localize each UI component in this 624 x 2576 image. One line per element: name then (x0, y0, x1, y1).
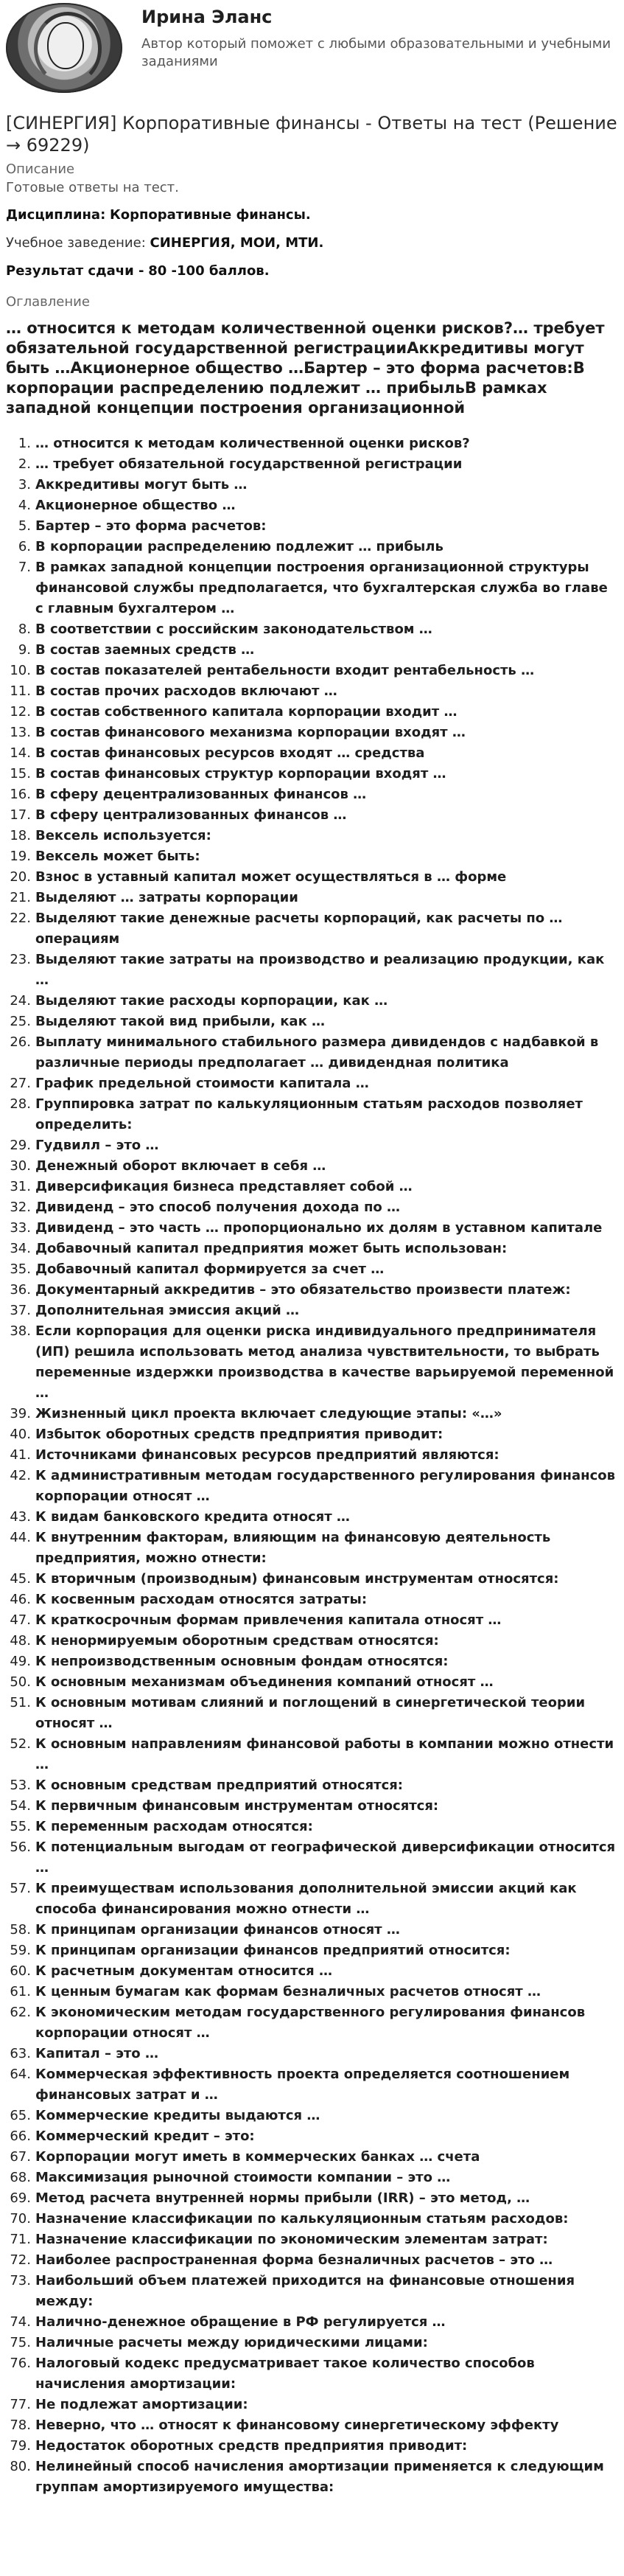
toc-item-number: 32. (10, 1200, 31, 1215)
toc-item[interactable] (0, 846, 624, 867)
toc-item-number: 39. (10, 1406, 31, 1421)
toc-item-text: Наибольший объем платежей приходится на финансовые отношения между: (35, 2273, 575, 2309)
toc-item-number: 16. (10, 787, 31, 802)
toc-item-text: Назначение классификации по калькуляционным статьям расходов: (35, 2211, 569, 2227)
toc-item-number: 21. (10, 890, 31, 905)
author-description: Автор который поможет с любыми образовательными и учебными заданиями (141, 36, 611, 69)
toc-item-text: Бартер – это форма расчетов: (35, 518, 267, 534)
toc-item[interactable] (0, 950, 624, 991)
toc-item-number: 52. (10, 1736, 31, 1752)
toc-item-number: 14. (10, 745, 31, 761)
toc-item-number: 71. (10, 2232, 31, 2247)
toc-item-text: Дополнительная эмиссия акций … (35, 1303, 300, 1318)
toc-item-text: К основным средствам предприятий относятся: (35, 1778, 403, 1793)
toc-item-text: Добавочный капитал формируется за счет … (35, 1261, 385, 1277)
institution-value: СИНЕРГИЯ, МОИ, МТИ. (150, 235, 324, 251)
toc-item-number: 64. (10, 2067, 31, 2082)
toc-item[interactable] (0, 826, 624, 846)
toc-item-number: 6. (18, 539, 31, 554)
toc-item[interactable] (0, 888, 624, 908)
toc-item-number: 46. (10, 1592, 31, 1607)
discipline-line (6, 206, 311, 224)
toc-item-text: К косвенным расходам относятся затраты: (35, 1592, 368, 1607)
toc-item-text: … требует обязательной государственной регистрации (35, 456, 463, 472)
toc-item-text: Нелинейный способ начисления амортизации применяется к следующим группам амортизируемого имущества: (35, 2459, 604, 2495)
toc-item-number: 42. (10, 1468, 31, 1483)
toc-item[interactable] (0, 1032, 624, 1073)
toc-item[interactable] (0, 2229, 624, 2250)
toc-item-text: В состав собственного капитала корпорации входит … (35, 704, 458, 720)
toc-item-text: Налично-денежное обращение в РФ регулируется … (35, 2314, 446, 2330)
toc-item[interactable] (0, 2333, 624, 2353)
toc-item-number: 53. (10, 1778, 31, 1793)
toc-item-number: 49. (10, 1654, 31, 1669)
toc-item[interactable] (0, 1837, 624, 1879)
toc-item-number: 43. (10, 1509, 31, 1525)
toc-item[interactable] (0, 1094, 624, 1135)
toc-item-text: В сферу децентрализованных финансов … (35, 787, 367, 802)
toc-item-number: 69. (10, 2190, 31, 2206)
toc-item-text: Метод расчета внутренней нормы прибыли (IRR) – это метод, … (35, 2190, 530, 2206)
toc-item-number: 12. (10, 704, 31, 720)
toc-item-text: Добавочный капитал предприятия может быть использован: (35, 1241, 508, 1256)
toc-item-text: К ненормируемым оборотным средствам относятся: (35, 1633, 439, 1649)
toc-item[interactable] (0, 2353, 624, 2395)
summary-text: … относится к методам количественной оценки рисков?… требует обязательной государственной регистрацииАккредитивы могут быть …Акционерное общество …Бартер – это форма расчетов:В корпорации распределению подлежит … прибыльВ рамках западной концепции построения организационной (6, 319, 605, 417)
toc-item-number: 27. (10, 1076, 31, 1091)
toc-item[interactable] (0, 2044, 624, 2064)
toc-item-number: 18. (10, 828, 31, 843)
toc-item[interactable] (0, 1590, 624, 1610)
toc-item[interactable] (0, 2395, 624, 2415)
toc-item[interactable] (0, 1073, 624, 1094)
toc-item[interactable] (0, 2250, 624, 2271)
toc-item-number: 55. (10, 1819, 31, 1834)
toc-item-text: К основным направлениям финансовой работы в компании можно отнести … (35, 1736, 614, 1772)
toc-item[interactable] (0, 1817, 624, 1837)
toc-item-text: В состав заемных средств … (35, 642, 255, 658)
toc-item-number: 3. (18, 477, 31, 492)
toc-item[interactable] (0, 2209, 624, 2229)
toc-item[interactable] (0, 867, 624, 888)
toc-item-text: К принципам организации финансов предприятий относится: (35, 1943, 511, 1958)
toc-item-text: К краткосрочным формам привлечения капитала относят … (35, 1612, 502, 1628)
toc-item-text: Акционерное общество … (35, 498, 236, 513)
toc-item[interactable] (0, 991, 624, 1012)
toc-item-number: 40. (10, 1427, 31, 1442)
toc-item[interactable] (0, 2168, 624, 2188)
toc-item[interactable] (0, 702, 624, 723)
toc-item[interactable] (0, 1569, 624, 1590)
toc-item-text: Налоговый кодекс предусматривает такое количество способов начисления амортизации: (35, 2356, 535, 2392)
toc-item-number: 67. (10, 2149, 31, 2165)
toc-item[interactable] (0, 661, 624, 681)
result-line (6, 262, 270, 280)
toc-item-number: 34. (10, 1241, 31, 1256)
toc-item-number: 38. (10, 1323, 31, 1339)
toc-item[interactable] (0, 1301, 624, 1321)
toc-item[interactable] (0, 1693, 624, 1734)
toc-item-number: 13. (10, 725, 31, 740)
toc-item[interactable] (0, 516, 624, 537)
toc-item-number: 9. (18, 642, 31, 658)
toc-item-number: 54. (10, 1798, 31, 1814)
toc-item[interactable] (0, 1466, 624, 1507)
toc-item-number: 44. (10, 1530, 31, 1545)
toc-item-text: График предельной стоимости капитала … (35, 1076, 369, 1091)
toc-item-text: К переменным расходам относятся: (35, 1819, 313, 1834)
institution-line (6, 234, 323, 252)
toc-item-number: 1. (18, 436, 31, 451)
toc-item-number: 62. (10, 2005, 31, 2020)
toc-item[interactable] (0, 1610, 624, 1631)
toc-item-number: 22. (10, 911, 31, 926)
toc-item[interactable] (0, 1239, 624, 1259)
toc-item-text: Выделяют … затраты корпорации (35, 890, 298, 905)
author-name[interactable]: Ирина Эланс (141, 7, 273, 27)
toc-item-number: 57. (10, 1881, 31, 1896)
toc-item-text: Коммерческая эффективность проекта определяется соотношением финансовых затрат и … (35, 2067, 570, 2103)
toc-item-number: 47. (10, 1612, 31, 1628)
toc-item-number: 36. (10, 1282, 31, 1298)
toc-item[interactable] (0, 1961, 624, 1982)
toc-item[interactable] (0, 1259, 624, 1280)
toc-item-number: 19. (10, 849, 31, 864)
toc-item-text: К основным механизмам объединения компаний относят … (35, 1674, 494, 1690)
toc-item[interactable] (0, 1982, 624, 2002)
toc-label: Оглавление (6, 294, 90, 310)
toc-item-text: В состав показателей рентабельности входит рентабельность … (35, 663, 535, 678)
toc-item-text: В состав финансовых структур корпорации входят … (35, 766, 446, 781)
toc-item-number: 20. (10, 869, 31, 885)
toc-item[interactable] (0, 475, 624, 495)
toc-item-number: 80. (10, 2459, 31, 2474)
toc-item[interactable] (0, 557, 624, 619)
toc-item-number: 48. (10, 1633, 31, 1649)
toc-item-number: 31. (10, 1179, 31, 1194)
toc-item[interactable] (0, 1940, 624, 1961)
toc-item-number: 65. (10, 2108, 31, 2123)
toc-item-number: 61. (10, 1984, 31, 1999)
toc-item[interactable] (0, 1445, 624, 1466)
toc-item-text: К ценным бумагам как формам безналичных расчетов относят … (35, 1984, 541, 1999)
page-title: [СИНЕРГИЯ] Корпоративные финансы - Ответы на тест (Решение → 69229) (6, 113, 617, 156)
toc-item[interactable] (0, 1177, 624, 1197)
author-card[interactable] (4, 0, 620, 96)
result-label: Результат сдачи - (6, 263, 144, 279)
toc-item-text: Корпорации могут иметь в коммерческих банках … счета (35, 2149, 480, 2165)
toc-item-number: 25. (10, 1014, 31, 1029)
toc-item[interactable] (0, 495, 624, 516)
toc-item-text: Дивиденд – это способ получения дохода по … (35, 1200, 401, 1215)
toc-item[interactable] (0, 2188, 624, 2209)
toc-item-number: 7. (18, 560, 31, 575)
toc-item[interactable] (0, 2436, 624, 2457)
toc-item[interactable] (0, 2415, 624, 2436)
avatar-face (47, 22, 84, 69)
toc-item[interactable] (0, 1197, 624, 1218)
toc-item[interactable] (0, 1879, 624, 1920)
toc-item[interactable] (0, 805, 624, 826)
toc-item-number: 8. (18, 622, 31, 637)
toc-item-text: К потенциальным выгодам от географической диверсификации относится … (35, 1839, 616, 1876)
toc-item[interactable] (0, 743, 624, 764)
toc-item-number: 56. (10, 1839, 31, 1855)
toc-item-text: К преимуществам использования дополнительной эмиссии акций как способа финансирования можно отнести … (35, 1881, 577, 1917)
ready-answers-text: Готовые ответы на тест. (6, 180, 179, 195)
toc-item-text: В состав финансовых ресурсов входят … средства (35, 745, 425, 761)
toc-item[interactable] (0, 2064, 624, 2106)
toc-item-text: Аккредитивы могут быть … (35, 477, 248, 492)
toc-item-number: 30. (10, 1158, 31, 1174)
toc-item-text: Назначение классификации по экономическим элементам затрат: (35, 2232, 548, 2247)
toc-item-number: 68. (10, 2170, 31, 2185)
toc-item-text: Вексель может быть: (35, 849, 200, 864)
toc-item[interactable] (0, 1424, 624, 1445)
institution-label: Учебное заведение: (6, 235, 146, 251)
avatar[interactable] (6, 3, 122, 93)
toc-item-number: 2. (18, 456, 31, 472)
toc-item[interactable] (0, 908, 624, 950)
toc-item[interactable] (0, 640, 624, 661)
toc-item-number: 11. (10, 683, 31, 699)
toc-item-number: 60. (10, 1963, 31, 1979)
toc-item[interactable] (0, 1218, 624, 1239)
toc-item-text: Источниками финансовых ресурсов предприятий являются: (35, 1447, 499, 1463)
toc-item-text: Вексель используется: (35, 828, 211, 843)
toc-item-text: Выделяют такие денежные расчеты корпораций, как расчеты по … операциям (35, 911, 563, 947)
toc-item-number: 72. (10, 2252, 31, 2268)
toc-item-number: 23. (10, 952, 31, 967)
toc-item[interactable] (0, 1672, 624, 1693)
toc-item-text: Не подлежат амортизации: (35, 2397, 248, 2412)
toc-item-text: К экономическим методам государственного регулирования финансов корпорации относят … (35, 2005, 586, 2041)
toc-item[interactable] (0, 2002, 624, 2044)
toc-item-number: 70. (10, 2211, 31, 2227)
toc-item-text: Выделяют такие затраты на производство и реализацию продукции, как … (35, 952, 605, 988)
discipline-value: Корпоративные финансы. (110, 207, 311, 223)
toc-item-text: Недостаток оборотных средств предприятия приводит: (35, 2438, 468, 2454)
toc-item-number: 74. (10, 2314, 31, 2330)
toc-item-text: К внутренним факторам, влияющим на финансовую деятельность предприятия, можно отнести: (35, 1530, 551, 1566)
toc-item[interactable] (0, 1321, 624, 1404)
toc-item-text: К вторичным (производным) финансовым инструментам относятся: (35, 1571, 559, 1587)
toc-item-text: К принципам организации финансов относят … (35, 1922, 400, 1938)
toc-item-text: К видам банковского кредита относят … (35, 1509, 350, 1525)
toc-item-number: 59. (10, 1943, 31, 1958)
toc-item-number: 58. (10, 1922, 31, 1938)
toc-item-text: Группировка затрат по калькуляционным статьям расходов позволяет определить: (35, 1096, 583, 1132)
toc-item[interactable] (0, 1734, 624, 1775)
toc-item[interactable] (0, 1775, 624, 1796)
toc-item[interactable] (0, 1651, 624, 1672)
toc-item-number: 26. (10, 1034, 31, 1050)
toc-item-number: 41. (10, 1447, 31, 1463)
toc-item[interactable] (0, 1156, 624, 1177)
toc-item-number: 35. (10, 1261, 31, 1277)
toc-item-text: Капитал – это … (35, 2046, 158, 2061)
toc-item[interactable] (0, 2271, 624, 2312)
toc-item[interactable] (0, 2457, 624, 2498)
toc-item-number: 45. (10, 1571, 31, 1587)
toc-item-text: К непроизводственным основным фондам относятся: (35, 1654, 449, 1669)
toc-item-text: В рамках западной концепции построения организационной структуры финансовой службы предполагается, что бухгалтерская служба во главе с главным бухгалтером … (35, 560, 608, 616)
toc-item-text: К административным методам государственного регулирования финансов корпорации относят … (35, 1468, 616, 1504)
toc-item-number: 51. (10, 1695, 31, 1710)
toc-item[interactable] (0, 537, 624, 557)
discipline-label: Дисциплина: (6, 207, 106, 223)
toc-item-text: К расчетным документам относится … (35, 1963, 332, 1979)
toc-item-text: Гудвилл – это … (35, 1138, 159, 1153)
toc-item-text: … относится к методам количественной оценки рисков? (35, 436, 470, 451)
toc-item-text: Неверно, что … относят к финансовому синергетическому эффекту (35, 2417, 559, 2433)
toc-item[interactable] (0, 1920, 624, 1940)
toc-item-text: Если корпорация для оценки риска индивидуального предпринимателя (ИП) решила использовать метод анализа чувствительности, то выбрать переменные издержки производства в качестве варьируемой переменной … (35, 1323, 614, 1401)
toc-item[interactable] (0, 1631, 624, 1651)
toc-item-text: В соответствии с российским законодательством … (35, 622, 432, 637)
toc-item[interactable] (0, 1404, 624, 1424)
toc-item-text: Наличные расчеты между юридическими лицами: (35, 2335, 428, 2350)
toc-item-text: Документарный аккредитив – это обязательство произвести платеж: (35, 1282, 571, 1298)
toc-item[interactable] (0, 1507, 624, 1528)
toc-item-text: В корпорации распределению подлежит … прибыль (35, 539, 444, 554)
toc-item-number: 17. (10, 807, 31, 823)
toc-item-number: 63. (10, 2046, 31, 2061)
toc-item-text: К первичным финансовым инструментам относятся: (35, 1798, 439, 1814)
toc-item[interactable] (0, 2126, 624, 2147)
description-label: Описание (6, 161, 75, 177)
toc-item-number: 50. (10, 1674, 31, 1690)
toc-item[interactable] (0, 1528, 624, 1569)
toc-item[interactable] (0, 454, 624, 475)
toc-item[interactable] (0, 2312, 624, 2333)
toc-item-number: 73. (10, 2273, 31, 2288)
toc-item-text: К основным мотивам слияний и поглощений в синергетической теории относят … (35, 1695, 586, 1731)
toc-item-number: 15. (10, 766, 31, 781)
toc-item[interactable] (0, 1280, 624, 1301)
toc-item-text: Дивиденд – это часть … пропорционально их долям в уставном капитале (35, 1220, 603, 1236)
toc-item[interactable] (0, 681, 624, 702)
toc-item[interactable] (0, 2147, 624, 2168)
toc-item-text: Взнос в уставный капитал может осуществляться в … форме (35, 869, 507, 885)
toc-item-text: Выделяют такие расходы корпорации, как … (35, 993, 388, 1009)
toc-item-text: Выделяют такой вид прибыли, как … (35, 1014, 326, 1029)
toc-item[interactable] (0, 1012, 624, 1032)
toc-item-number: 78. (10, 2417, 31, 2433)
toc-item-number: 79. (10, 2438, 31, 2454)
toc-item-number: 29. (10, 1138, 31, 1153)
toc-item[interactable] (0, 764, 624, 784)
toc-item[interactable] (0, 1135, 624, 1156)
toc-item-number: 75. (10, 2335, 31, 2350)
toc-item-text: Жизненный цикл проекта включает следующие этапы: «…» (35, 1406, 502, 1421)
toc-item-number: 77. (10, 2397, 31, 2412)
toc-item-number: 10. (10, 663, 31, 678)
toc-item-number: 37. (10, 1303, 31, 1318)
toc-item-text: В состав финансового механизма корпорации входят … (35, 725, 466, 740)
toc-item-text: Коммерческие кредиты выдаются … (35, 2108, 320, 2123)
toc-item[interactable] (0, 784, 624, 805)
toc-item-text: Избыток оборотных средств предприятия приводит: (35, 1427, 444, 1442)
toc-item[interactable] (0, 1796, 624, 1817)
toc-item-text: В состав прочих расходов включают … (35, 683, 337, 699)
toc-item-number: 33. (10, 1220, 31, 1236)
toc-item-text: Наиболее распространенная форма безналичных расчетов – это … (35, 2252, 553, 2268)
toc-item-text: Выплату минимального стабильного размера дивидендов с надбавкой в различные периоды предполагает … дивидендная политика (35, 1034, 599, 1071)
result-value: 80 -100 баллов. (148, 263, 270, 279)
toc-item-text: В сферу централизованных финансов … (35, 807, 347, 823)
toc-item-text: Денежный оборот включает в себя … (35, 1158, 326, 1174)
toc-item-number: 28. (10, 1096, 31, 1112)
toc-item-number: 24. (10, 993, 31, 1009)
toc-item-number: 76. (10, 2356, 31, 2371)
table-of-contents (0, 434, 624, 2498)
toc-item-text: Максимизация рыночной стоимости компании – это … (35, 2170, 451, 2185)
toc-item[interactable] (0, 723, 624, 743)
toc-item[interactable] (0, 434, 624, 454)
toc-item-number: 4. (18, 498, 31, 513)
toc-item-number: 5. (18, 518, 31, 534)
toc-item-text: Диверсификация бизнеса представляет собой … (35, 1179, 413, 1194)
toc-item-number: 66. (10, 2128, 31, 2144)
toc-item-text: Коммерческий кредит – это: (35, 2128, 255, 2144)
toc-item[interactable] (0, 2106, 624, 2126)
toc-item[interactable] (0, 619, 624, 640)
